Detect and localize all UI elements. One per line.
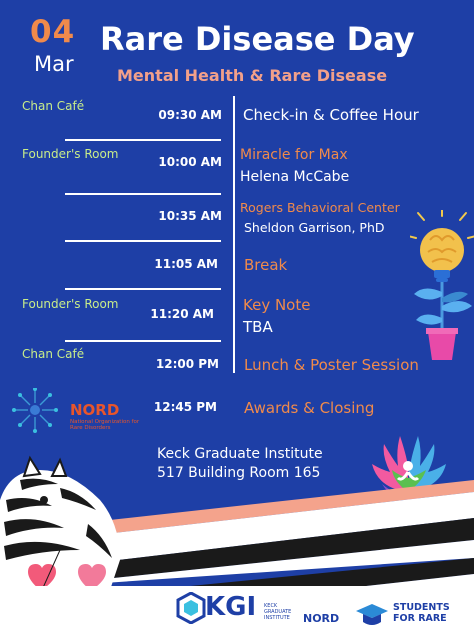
schedule-event-title: Key Note <box>243 296 311 314</box>
schedule-location: Chan Café <box>22 99 85 113</box>
date-month: Mar <box>34 52 74 76</box>
schedule-event-speaker: Sheldon Garrison, PhD <box>244 220 385 235</box>
schedule-time: 10:00 AM <box>158 155 222 169</box>
nord-tagline: National Organization for Rare Disorders <box>70 419 140 431</box>
schedule-time: 11:20 AM <box>150 307 214 321</box>
schedule-event-title: Miracle for Max <box>240 147 348 163</box>
schedule-time: 11:05 AM <box>154 257 218 271</box>
schedule-event: Lunch & Poster Session <box>244 356 419 374</box>
schedule-event: Awards & Closing <box>244 399 375 417</box>
page-title: Rare Disease Day <box>100 20 415 58</box>
schedule-event: Check-in & Coffee Hour <box>243 106 419 124</box>
schedule-vertical-divider <box>233 96 235 373</box>
date-day: 04 <box>30 14 76 50</box>
schedule-time: 10:35 AM <box>158 209 222 223</box>
students-for-rare-logo <box>393 602 450 624</box>
venue-room: 517 Building Room 165 <box>157 465 321 481</box>
schedule-divider <box>65 240 221 242</box>
kgi-tagline: KECK GRADUATE INSTITUTE <box>264 603 292 621</box>
schedule-time: 12:00 PM <box>155 357 219 371</box>
schedule-divider <box>65 340 221 342</box>
students-for-rare-line1: STUDENTS <box>393 602 450 613</box>
page-subtitle: Mental Health & Rare Disease <box>117 66 388 85</box>
schedule-divider <box>65 193 221 195</box>
brain-plant-illustration <box>410 210 474 368</box>
plant-icon <box>414 282 472 332</box>
nord-burst-icon <box>12 388 58 433</box>
schedule-location: Founder's Room <box>22 147 119 161</box>
nord-name: NORD <box>70 401 120 419</box>
students-for-rare-line2: FOR RARE <box>393 613 447 624</box>
brain-lightbulb-icon <box>410 210 474 282</box>
schedule-location: Chan Café <box>22 347 85 361</box>
schedule-event: Break <box>244 256 288 274</box>
schedule-divider <box>65 139 221 141</box>
schedule-event-speaker: Helena McCabe <box>240 169 350 185</box>
graduation-cap-icon <box>355 602 389 628</box>
schedule-event-title: Rogers Behavioral Center <box>240 200 400 215</box>
schedule-event-speaker: TBA <box>243 318 273 336</box>
schedule-time: 09:30 AM <box>158 108 222 122</box>
footer-nord-logo: NORD <box>303 612 340 625</box>
venue-name: Keck Graduate Institute <box>157 446 323 462</box>
schedule-time: 12:45 PM <box>153 400 217 414</box>
kgi-logo <box>176 592 206 624</box>
zebra-stripes-illustration <box>0 440 474 590</box>
schedule-divider <box>65 288 221 290</box>
plant-pot-icon <box>426 328 458 360</box>
kgi-name: KGI <box>205 592 257 622</box>
schedule-location: Founder's Room <box>22 297 119 311</box>
